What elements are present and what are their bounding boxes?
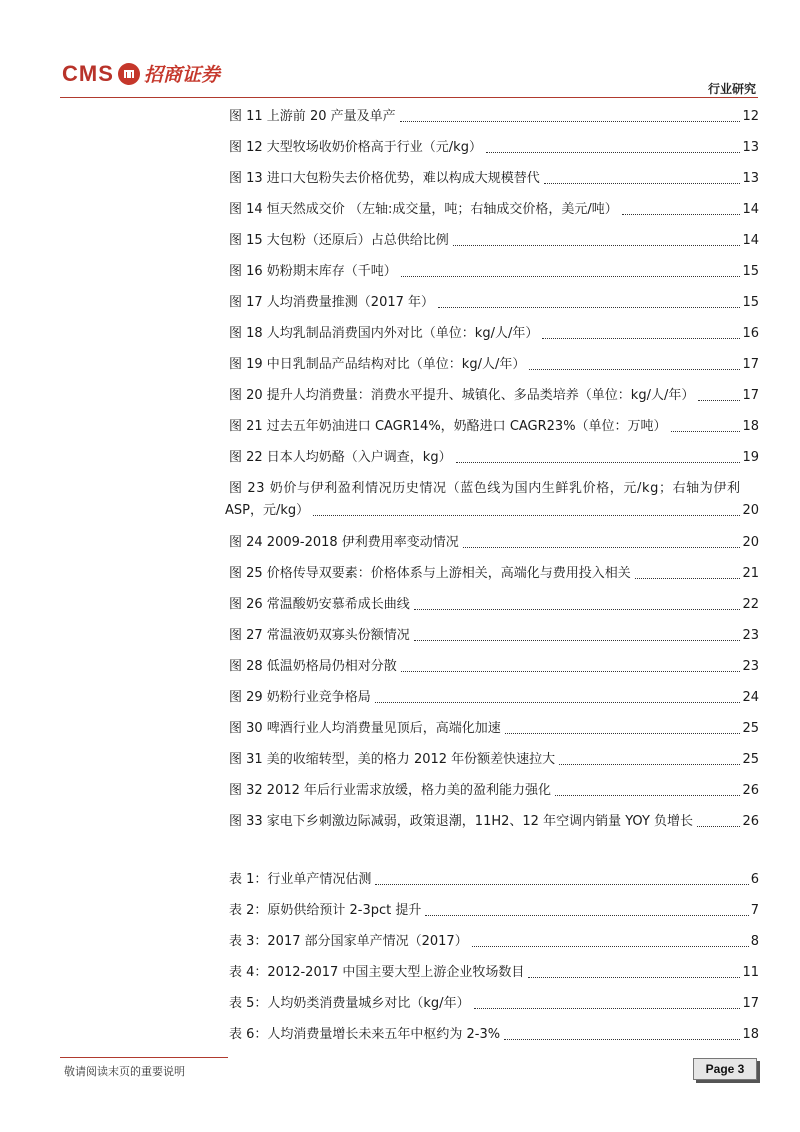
toc-entry[interactable]: 图 15 大包粉（还原后）占总供给比例 14 — [229, 233, 759, 248]
toc-entry[interactable]: 表 3：2017 部分国家单产情况（2017） 8 — [229, 934, 759, 949]
toc-entry[interactable]: 图 26 常温酸奶安慕希成长曲线 22 — [229, 597, 759, 612]
toc-entry[interactable]: 表 6：人均消费量增长未来五年中枢约为 2-3% 18 — [229, 1027, 759, 1042]
toc-entry[interactable]: 图 29 奶粉行业竞争格局 24 — [229, 690, 759, 705]
toc-entry[interactable]: 图 20 提升人均消费量：消费水平提升、城镇化、多品类培养（单位：kg/人/年） 17 — [229, 388, 759, 403]
toc-entry[interactable]: 图 22 日本人均奶酪（入户调查，kg） 19 — [229, 450, 759, 465]
toc-entry[interactable]: 图 30 啤酒行业人均消费量见顶后，高端化加速 25 — [229, 721, 759, 736]
toc-entry[interactable]: 图 31 美的收缩转型，美的格力 2012 年份额差快速拉大 25 — [229, 752, 759, 767]
footer-disclaimer: 敬请阅读末页的重要说明 — [64, 1065, 185, 1078]
toc-entry[interactable]: 表 2：原奶供给预计 2-3pct 提升 7 — [229, 903, 759, 918]
toc-entry[interactable]: 图 25 价格传导双要素：价格体系与上游相关，高端化与费用投入相关 21 — [229, 566, 759, 581]
logo-chinese-text: 招商证券 — [143, 64, 220, 86]
toc-entry[interactable]: 图 12 大型牧场收奶价格高于行业（元/kg） 13 — [229, 140, 759, 155]
toc-entry[interactable]: 图 24 2009-2018 伊利费用率变动情况 20 — [229, 535, 759, 550]
footer-divider — [60, 1057, 228, 1058]
toc-entry[interactable]: 图 28 低温奶格局仍相对分散 23 — [229, 659, 759, 674]
logo-cms-text: CMS — [62, 60, 114, 86]
company-logo — [62, 60, 220, 87]
toc-entry[interactable]: 图 27 常温液奶双寡头份额情况 23 — [229, 628, 759, 643]
toc-entry-wrapped[interactable]: 图 23 奶价与伊利盈利情况历史情况（蓝色线为国内生鲜乳价格，元/kg；右轴为伊利 ASP，元/kg） 20 — [225, 481, 759, 518]
toc-entry[interactable]: 图 13 进口大包粉失去价格优势，难以构成大规模替代 13 — [229, 171, 759, 186]
toc-entry[interactable]: 图 33 家电下乡刺激边际减弱，政策退潮，11H2、12 年空调内销量 YOY 负增长 26 — [229, 814, 759, 829]
toc-entry[interactable]: 表 5：人均奶类消费量城乡对比（kg/年） 17 — [229, 996, 759, 1011]
toc-entry[interactable]: 图 21 过去五年奶油进口 CAGR14%，奶酪进口 CAGR23%（单位：万吨） 18 — [229, 419, 759, 434]
logo-emblem-icon — [118, 63, 140, 85]
toc-entry[interactable]: 图 32 2012 年后行业需求放缓，格力美的盈利能力强化 26 — [229, 783, 759, 798]
toc-entry[interactable]: 图 14 恒天然成交价 （左轴:成交量，吨；右轴成交价格，美元/吨） 14 — [229, 202, 759, 217]
page-number-badge: Page 3 — [693, 1058, 757, 1080]
toc-entry[interactable]: 表 4：2012-2017 中国主要大型上游企业牧场数目 11 — [229, 965, 759, 980]
toc-entry[interactable]: 图 18 人均乳制品消费国内外对比（单位：kg/人/年） 16 — [229, 326, 759, 341]
toc-entry[interactable]: 图 17 人均消费量推测（2017 年） 15 — [229, 295, 759, 310]
header-divider — [60, 97, 758, 98]
section-label: 行业研究 — [707, 82, 756, 96]
toc-entry[interactable]: 图 19 中日乳制品产品结构对比（单位：kg/人/年） 17 — [229, 357, 759, 372]
toc-entry[interactable]: 图 11 上游前 20 产量及单产 12 — [229, 109, 759, 124]
toc-entry[interactable]: 表 1：行业单产情况估测 6 — [229, 872, 759, 887]
toc-entry[interactable]: 图 16 奶粉期末库存（千吨） 15 — [229, 264, 759, 279]
